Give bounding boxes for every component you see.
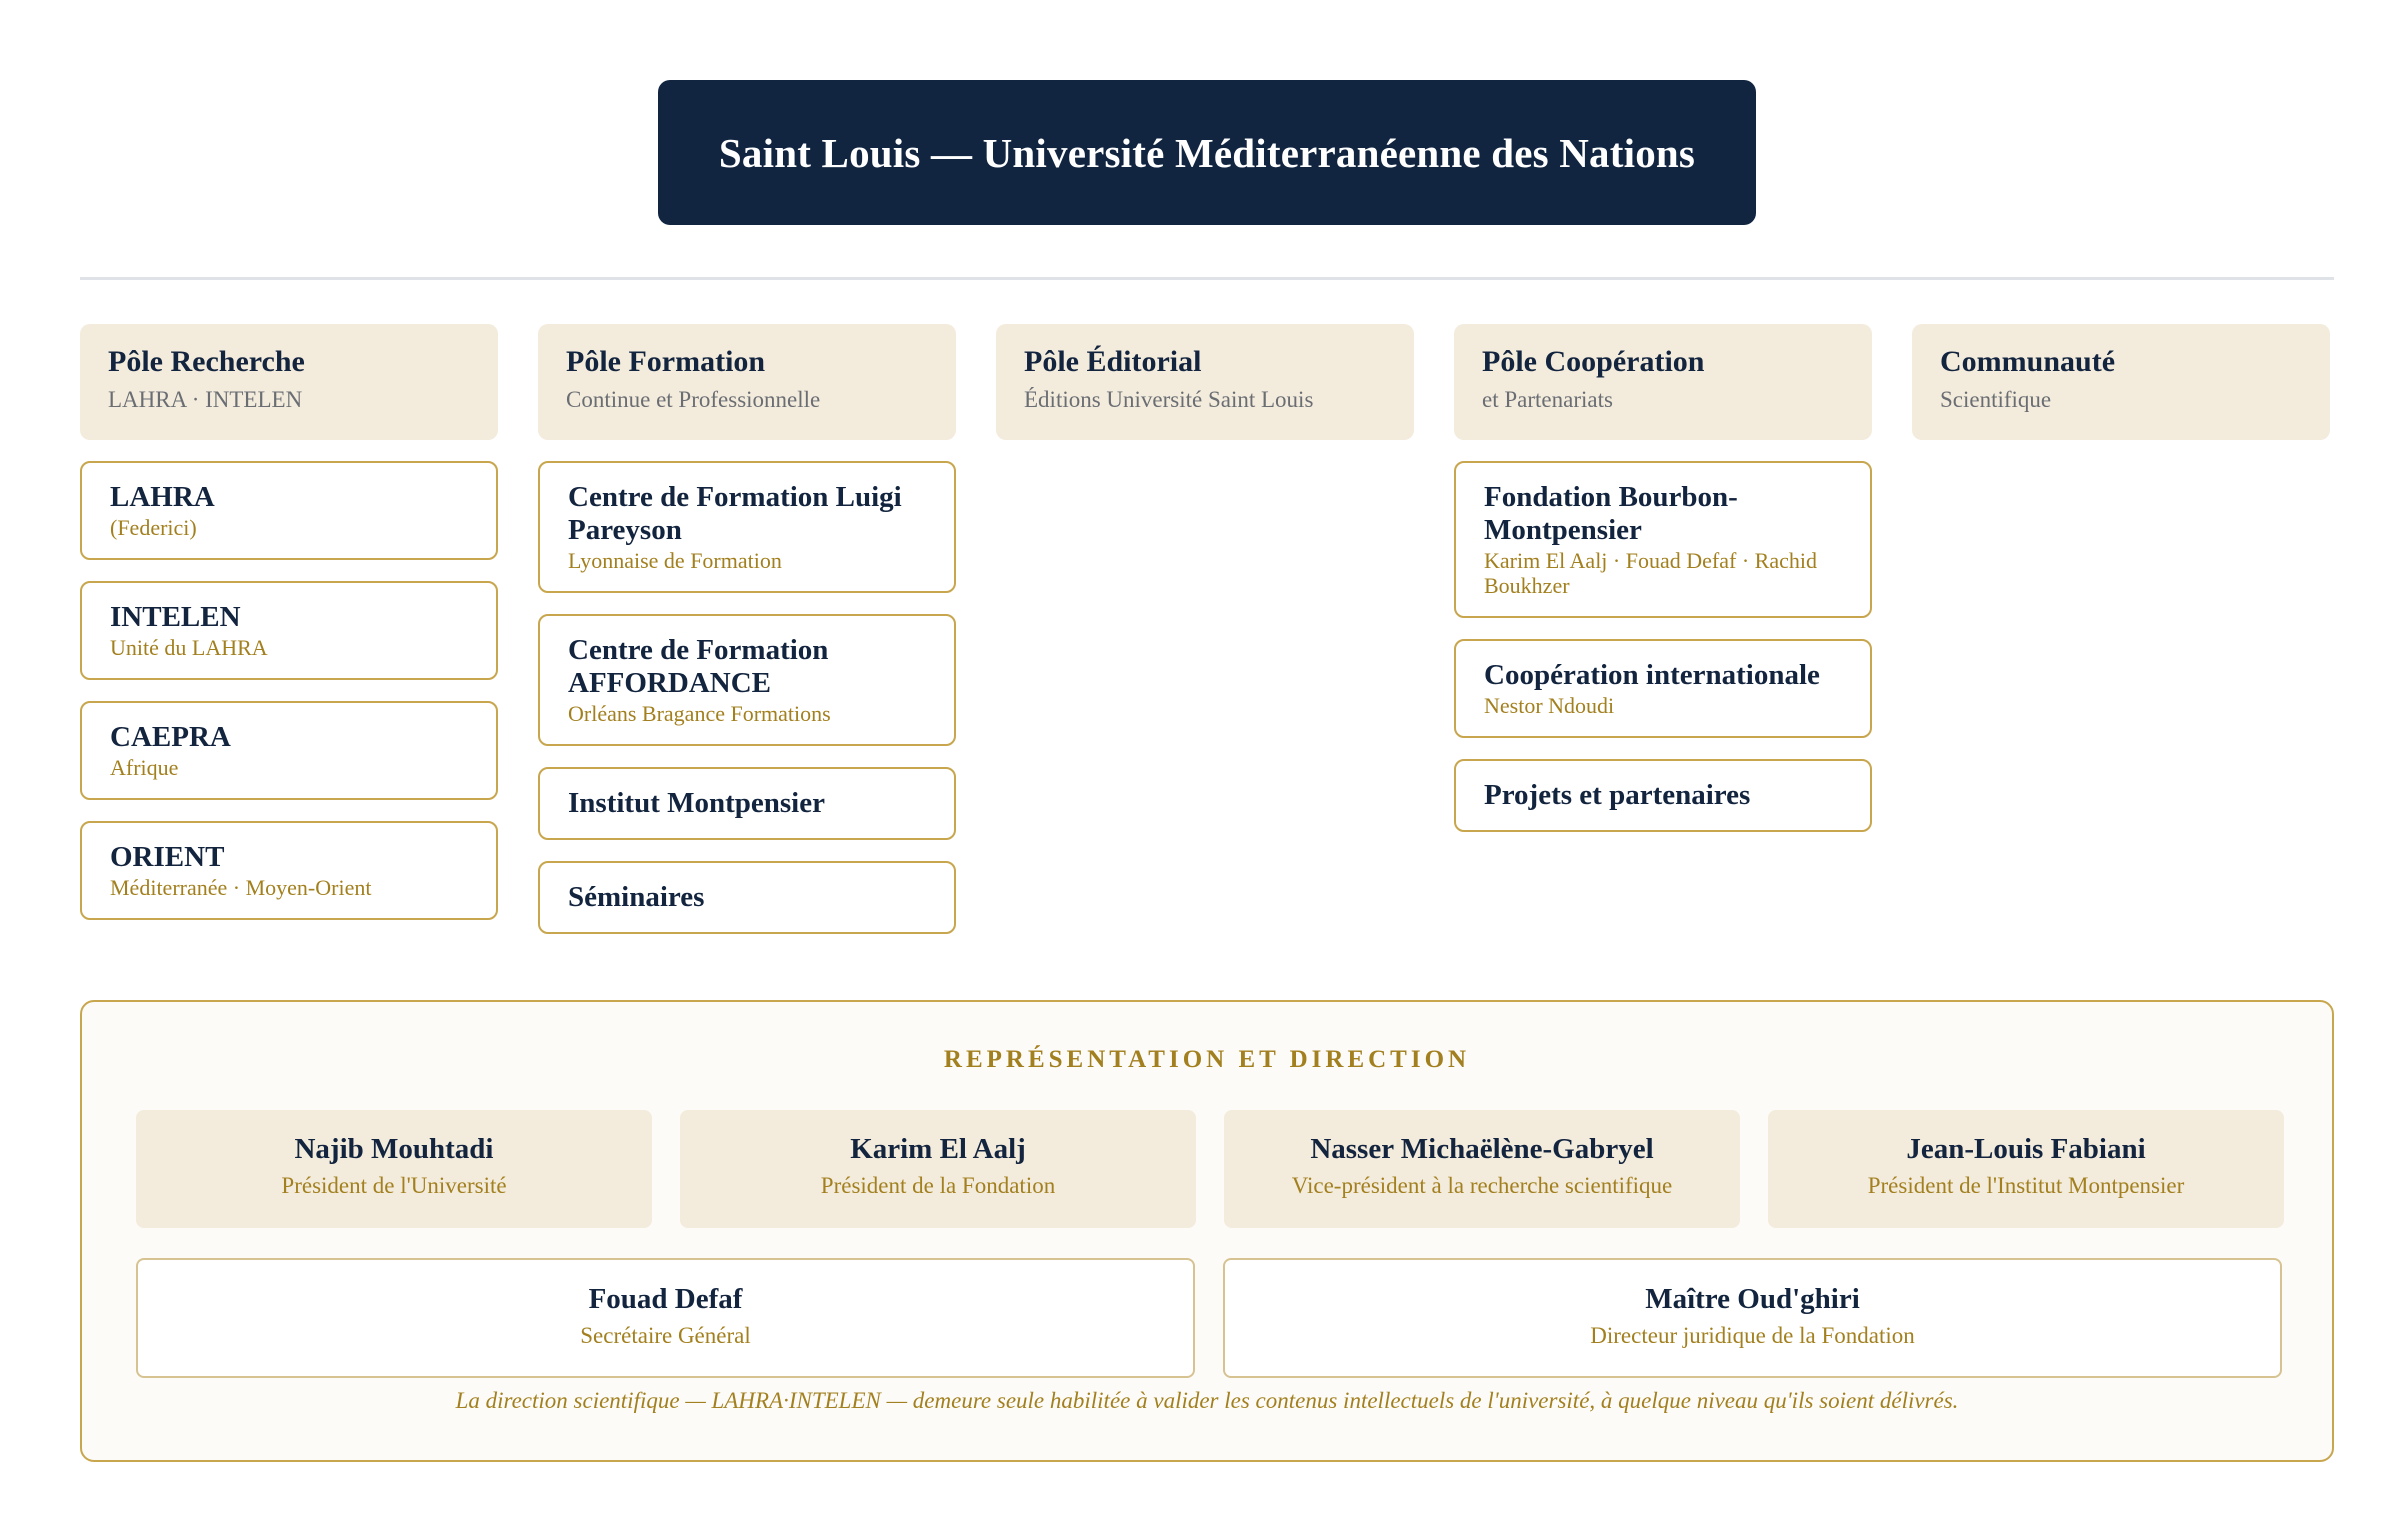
pole-subtitle: LAHRA · INTELEN [108, 387, 303, 412]
person-card [1224, 1110, 1740, 1228]
unit-card-luigi-pareyson [538, 461, 956, 593]
unit-card-title: CAEPRA [110, 721, 231, 753]
unit-card-caepra [80, 701, 498, 800]
unit-card-title: Fondation Bourbon-Montpensier [1484, 481, 1738, 546]
person-name: Fouad Defaf [588, 1283, 743, 1315]
divider [80, 277, 2334, 280]
pole-header [996, 324, 1414, 440]
unit-card-title: Centre de Formation Luigi Pareyson [568, 481, 902, 546]
unit-card-seminaires [538, 861, 956, 934]
pole-header [1912, 324, 2330, 440]
pole-subtitle: Continue et Professionnelle [566, 387, 821, 412]
person-role: Président de l'Institut Montpensier [1867, 1173, 2185, 1198]
unit-card-title: Centre de Formation AFFORDANCE [568, 634, 829, 699]
unit-card-institut-montpensier [538, 767, 956, 840]
unit-card-subtitle: (Federici) [110, 515, 197, 540]
unit-card-title: Séminaires [568, 881, 705, 913]
pole-title: Pôle Formation [566, 345, 766, 378]
person-card [136, 1258, 1195, 1378]
unit-card-projets-partenaires [1454, 759, 1872, 832]
university-title-banner [658, 80, 1756, 225]
direction-row-primary [136, 1110, 2284, 1228]
unit-card-orient [80, 821, 498, 920]
pole-header [80, 324, 498, 440]
unit-card-affordance [538, 614, 956, 746]
pole-subtitle: Scientifique [1940, 387, 2052, 412]
unit-card-title: INTELEN [110, 601, 241, 633]
unit-card-title: Projets et partenaires [1484, 779, 1751, 811]
person-card [136, 1110, 652, 1228]
person-role: Président de l'Université [281, 1173, 507, 1198]
person-name: Jean-Louis Fabiani [1906, 1133, 2146, 1165]
person-role: Président de la Fondation [820, 1173, 1056, 1198]
representation-panel [80, 1000, 2334, 1462]
unit-card-lahra [80, 461, 498, 560]
person-name: Najib Mouhtadi [294, 1133, 494, 1165]
unit-card-subtitle: Karim El Aalj · Fouad Defaf · Rachid Boukhzer [1484, 548, 1817, 598]
unit-card-title: LAHRA [110, 481, 215, 513]
pole-header [538, 324, 956, 440]
person-card [680, 1110, 1196, 1228]
unit-card-cooperation-internationale [1454, 639, 1872, 738]
person-role: Secrétaire Général [580, 1323, 751, 1348]
pole-title: Pôle Coopération [1482, 345, 1705, 378]
pole-header [1454, 324, 1872, 440]
pole-formation-column [538, 324, 956, 934]
unit-card-subtitle: Afrique [110, 755, 179, 780]
unit-card-fondation-bourbon-montpensier [1454, 461, 1872, 618]
person-card [1768, 1110, 2284, 1228]
direction-note: La direction scientifique — LAHRA·INTELEN — demeure seule habilitée à valider les contenus intellectuels de l'université, à quelque niveau qu'ils soient délivrés. [455, 1388, 1959, 1413]
university-title: Saint Louis — Université Méditerranéenne des Nations [718, 129, 1696, 176]
pole-communaute-column [1912, 324, 2330, 440]
person-name: Maître Oud'ghiri [1645, 1283, 1860, 1315]
unit-card-intelen [80, 581, 498, 680]
unit-card-title: Coopération internationale [1484, 659, 1820, 691]
unit-card-subtitle: Unité du LAHRA [110, 635, 268, 660]
representation-heading: REPRÉSENTATION ET DIRECTION [943, 1046, 1471, 1073]
pole-subtitle: et Partenariats [1482, 387, 1613, 412]
person-role: Directeur juridique de la Fondation [1590, 1323, 1915, 1348]
direction-row-secondary [136, 1258, 2282, 1378]
pole-subtitle: Éditions Université Saint Louis [1024, 387, 1314, 412]
pole-title: Pôle Éditorial [1024, 345, 1202, 378]
pole-title: Communauté [1940, 345, 2116, 378]
unit-card-subtitle: Lyonnaise de Formation [568, 548, 782, 573]
unit-card-subtitle: Orléans Bragance Formations [568, 701, 831, 726]
pole-recherche-column [80, 324, 498, 920]
pole-editorial-column [996, 324, 1414, 440]
poles-row [80, 324, 2334, 934]
person-card [1223, 1258, 2282, 1378]
unit-card-title: ORIENT [110, 841, 225, 873]
pole-title: Pôle Recherche [108, 345, 305, 378]
unit-card-title: Institut Montpensier [568, 787, 825, 819]
person-role: Vice-président à la recherche scientifique [1291, 1173, 1673, 1198]
unit-card-subtitle: Méditerranée · Moyen-Orient [110, 875, 372, 900]
person-name: Karim El Aalj [850, 1133, 1026, 1165]
pole-cooperation-column [1454, 324, 1872, 832]
unit-card-subtitle: Nestor Ndoudi [1484, 693, 1615, 718]
person-name: Nasser Michaëlène-Gabryel [1310, 1133, 1654, 1165]
